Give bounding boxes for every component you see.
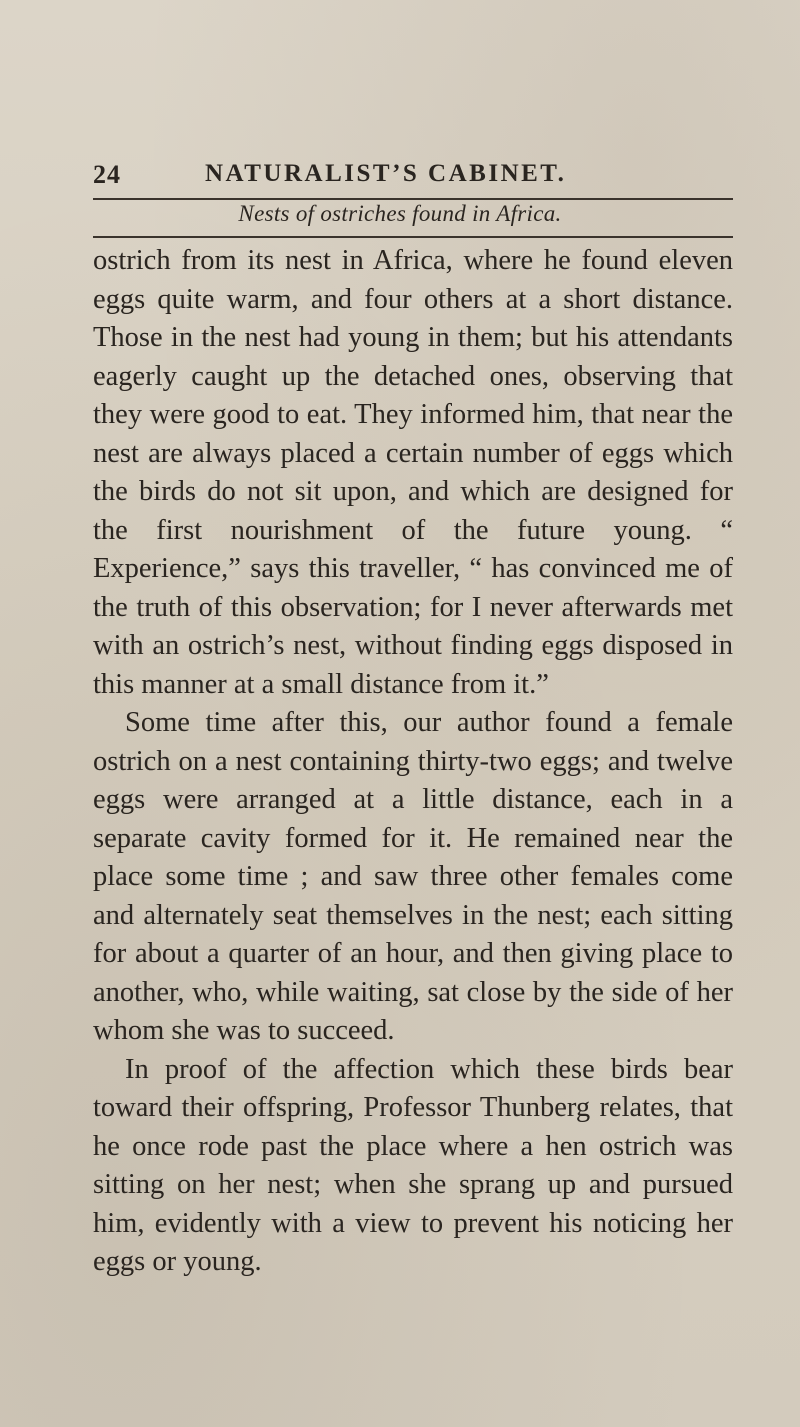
header-rule-top: [93, 198, 733, 200]
running-head: [93, 160, 733, 200]
header-rule-bottom: [93, 236, 733, 238]
paragraph-thunberg: In proof of the affection which these birds bear toward their offspring, Professor Thunberg relates, that he once rode past the place where a hen ostrich was sitting on her nest; when she sprang up and pursued him, evidently with a view to prevent his noticing her eggs or young.: [93, 1053, 733, 1277]
page-number: 24: [93, 160, 121, 189]
section-title: Nests of ostriches found in Africa.: [238, 201, 562, 226]
paragraph-continued: ostrich from its nest in Africa, where he found eleven eggs quite warm, and four others at a short distance. Those in the nest had young in them; but his attendants eagerly caught up the detached ones, observing that they were good to eat. They informed him, that near the nest are always placed a certain number of eggs which the birds do not sit upon, and which are designed for the first nourishment of the future young. “ Experience,” says this traveller, “ has convinced me of the truth of this observation; for I never afterwards met with an ostrich’s nest, without finding eggs disposed in this manner at a small distance from it.”: [93, 245, 733, 700]
body-text: [93, 242, 733, 1282]
paragraph-female-ostrich: Some time after this, our author found a female ostrich on a nest containing thirty-two eggs; and twelve eggs were arranged at a little distance, each in a separate cavity formed for it. He remained near the place some time ; and saw three other females come and alternately seat themselves in the nest; each sitting for about a quarter of an hour, and then giving place to another, who, while waiting, sat close by the side of her whom she was to succeed.: [93, 707, 733, 1046]
running-title: NATURALIST’S CABINET.: [205, 160, 567, 187]
